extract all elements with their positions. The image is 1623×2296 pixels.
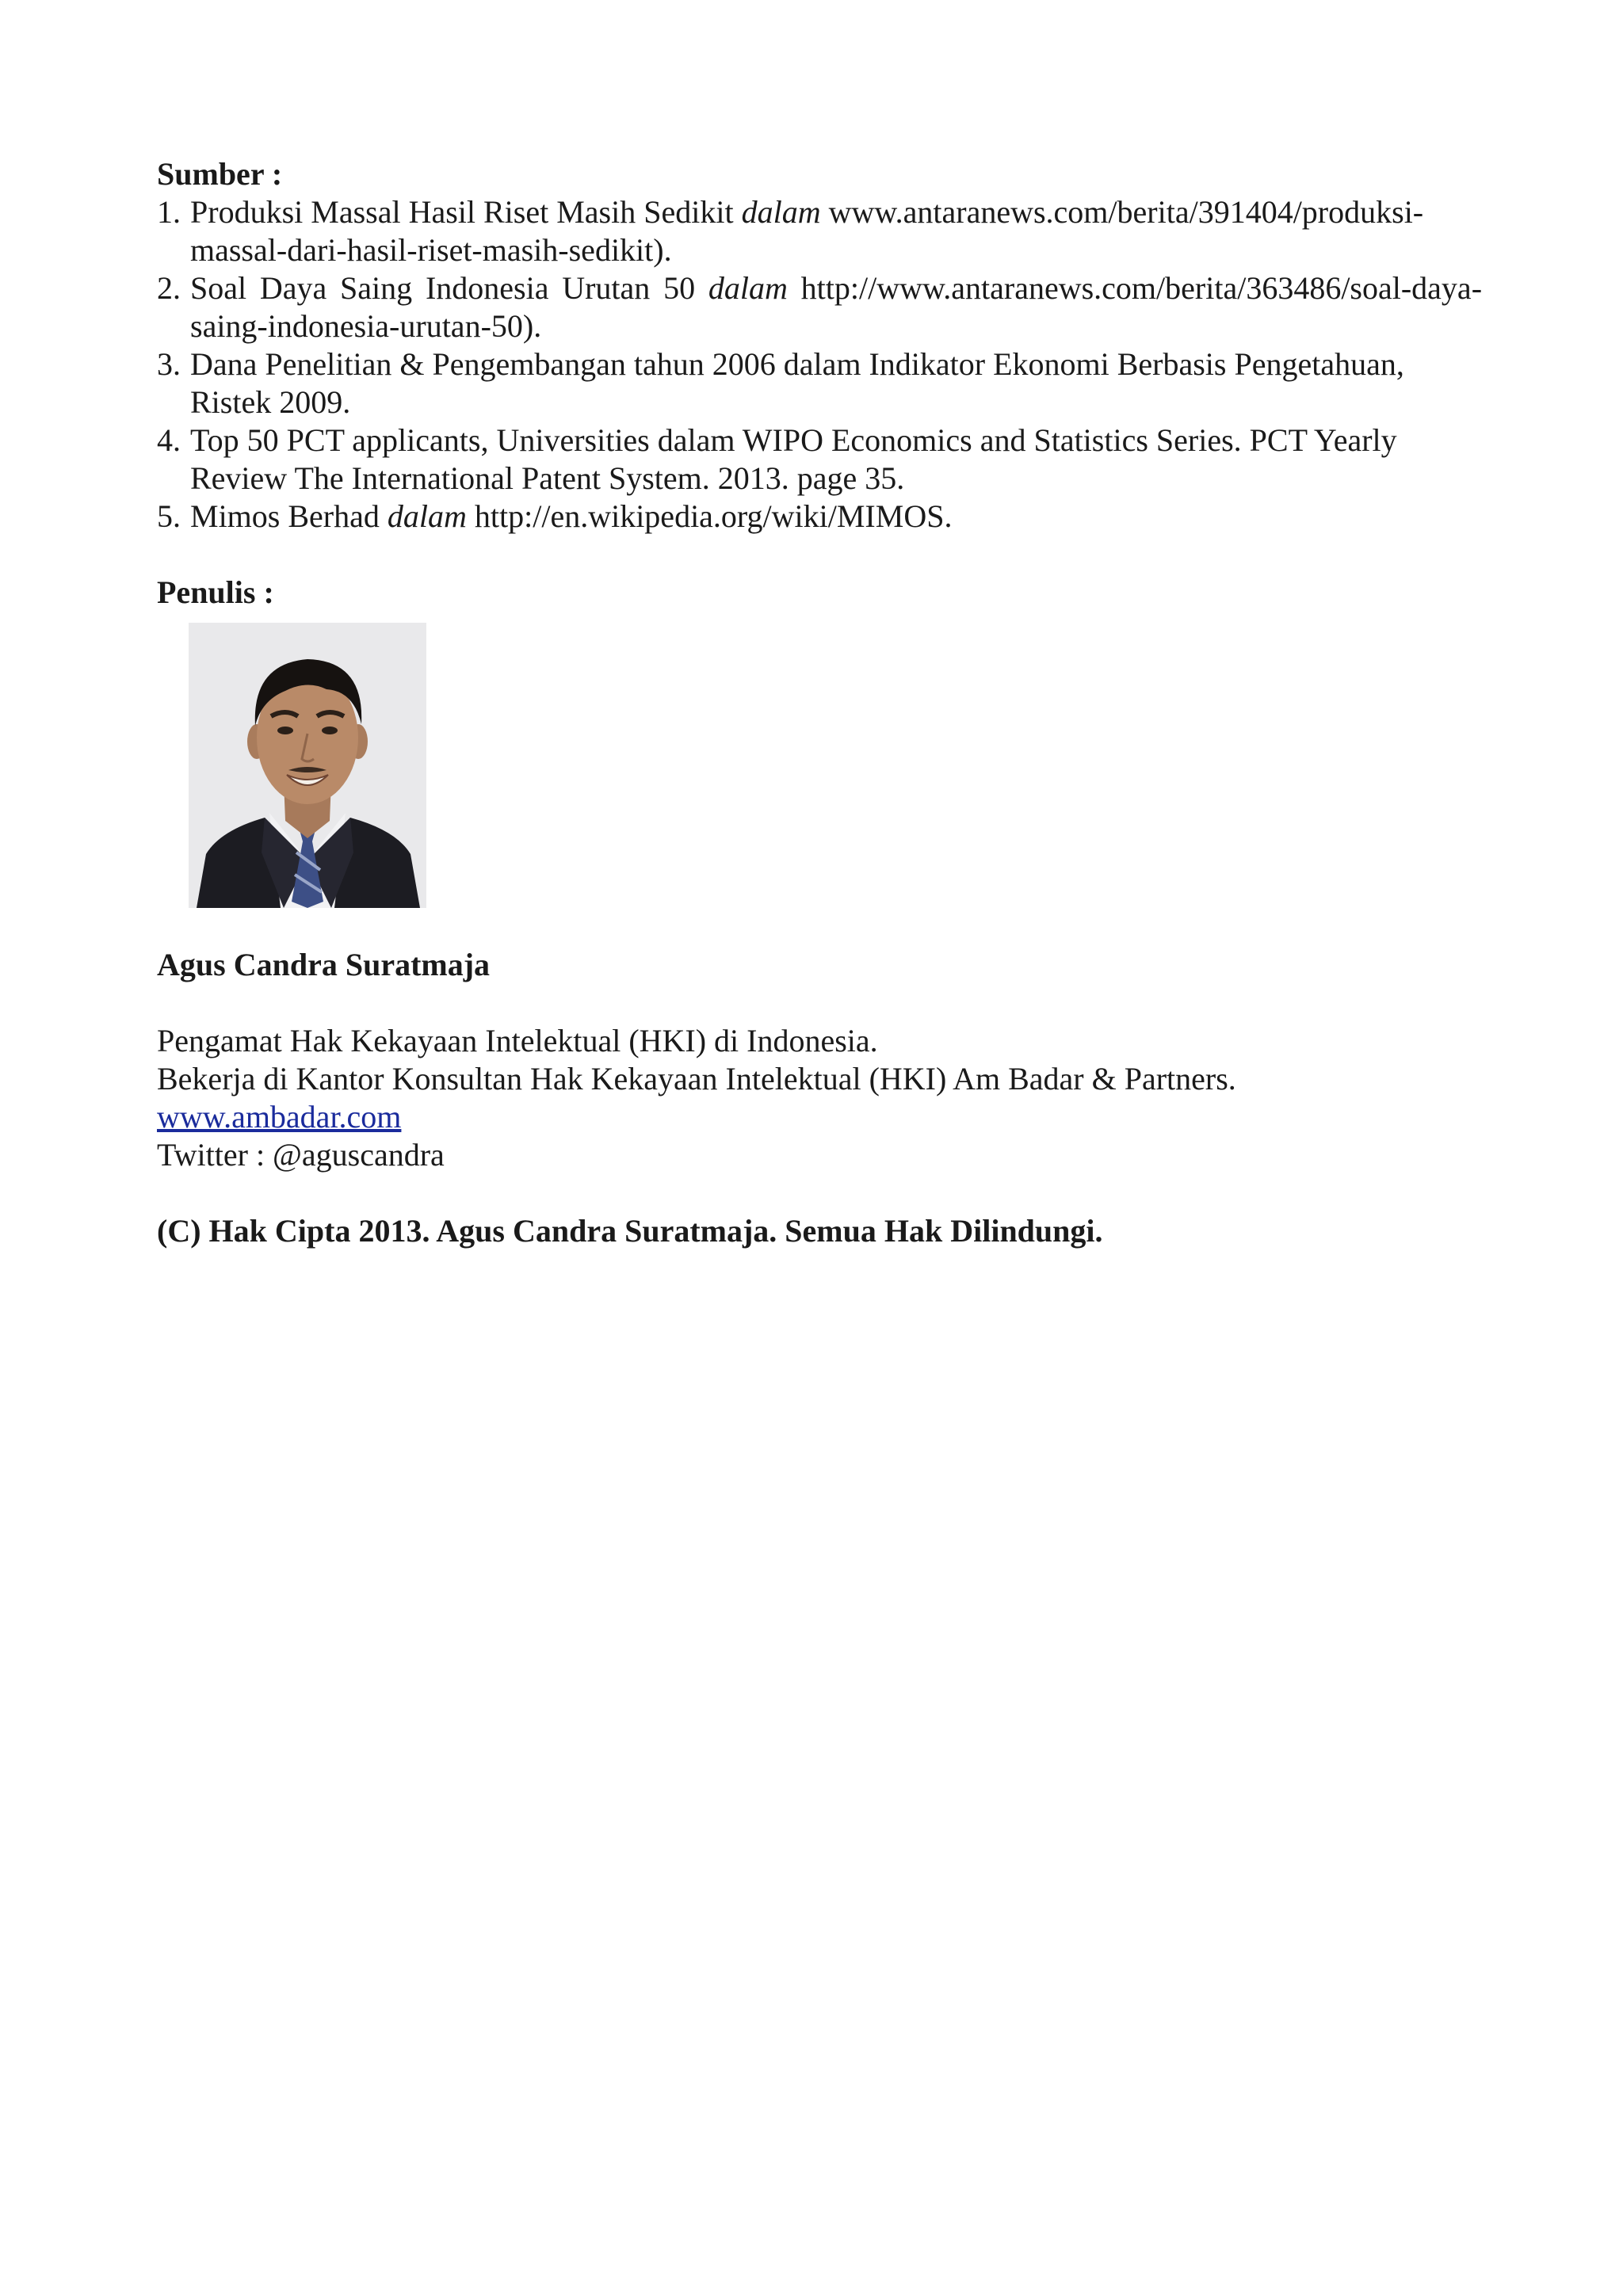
author-twitter: Twitter : @aguscandra — [157, 1137, 445, 1173]
sources-heading: Sumber : — [157, 156, 283, 192]
source-text: Produksi Massal Hasil Riset Masih Sedikit — [190, 194, 742, 230]
eye-right — [322, 727, 338, 734]
document-page — [157, 155, 1482, 1250]
source-item-4 — [157, 421, 1482, 498]
spacer — [157, 536, 1482, 574]
source-item-3 — [157, 345, 1482, 421]
author-website-line — [157, 1098, 1482, 1136]
sources-list — [157, 193, 1482, 536]
source-text: Soal Daya Saing Indonesia Urutan 50 — [190, 270, 708, 306]
source-url: http://www.antaranews.com/berita/363486/soal-daya-saing-indonesia-urutan-50). — [190, 270, 1483, 344]
source-number: 1. — [157, 194, 181, 230]
author-photo — [189, 623, 426, 908]
source-item-1 — [157, 193, 1482, 269]
source-number: 5. — [157, 498, 181, 534]
spacer — [157, 1174, 1482, 1212]
spacer — [157, 984, 1482, 1022]
source-italic: dalam — [708, 270, 788, 306]
source-text: Top 50 PCT applicants, Universities dalam WIPO Economics and Statistics Series. PCT Yearly Review The International Patent System. 2013. page 35. — [190, 422, 1397, 496]
author-bio-line-2: Bekerja di Kantor Konsultan Hak Kekayaan Intelektual (HKI) Am Badar & Partners. — [157, 1061, 1236, 1097]
author-portrait-image — [189, 623, 426, 908]
source-item-5 — [157, 498, 1482, 536]
source-number: 2. — [157, 270, 181, 306]
source-text: Mimos Berhad — [190, 498, 388, 534]
source-text: Dana Penelitian & Pengembangan tahun 2006 dalam Indikator Ekonomi Berbasis Pengetahuan, Ristek 2009. — [190, 346, 1404, 420]
spacer — [157, 908, 1482, 946]
source-italic: dalam — [741, 194, 821, 230]
source-italic: dalam — [387, 498, 467, 534]
copyright-notice: (C) Hak Cipta 2013. Agus Candra Suratmaja. Semua Hak Dilindungi. — [157, 1213, 1103, 1249]
author-website-link[interactable]: www.ambadar.com — [157, 1099, 402, 1135]
source-number: 4. — [157, 422, 181, 458]
source-number: 3. — [157, 346, 181, 382]
eye-left — [277, 727, 293, 734]
source-url: www.antaranews.com/berita/391404/produksi-massal-dari-hasil-riset-masih-sedikit). — [190, 194, 1424, 268]
author-heading: Penulis : — [157, 574, 274, 610]
source-url: http://en.wikipedia.org/wiki/MIMOS. — [466, 498, 953, 534]
author-bio-line-1: Pengamat Hak Kekayaan Intelektual (HKI) di Indonesia. — [157, 1023, 878, 1058]
author-name: Agus Candra Suratmaja — [157, 947, 491, 982]
source-item-2 — [157, 269, 1482, 345]
